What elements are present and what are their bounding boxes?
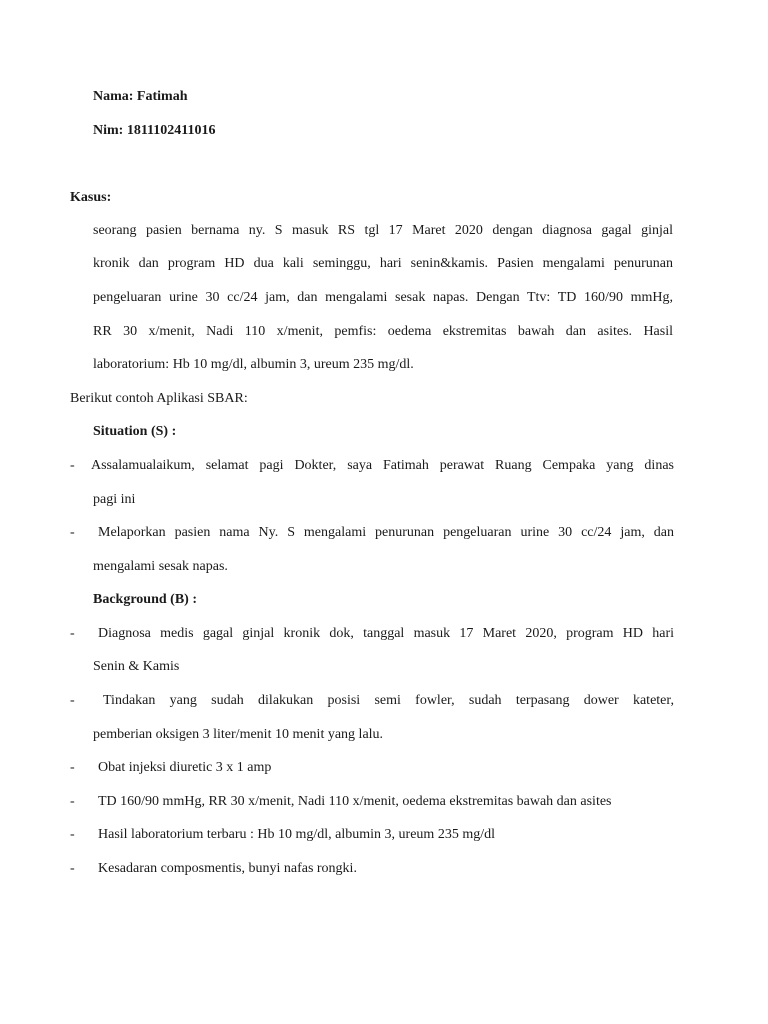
student-nim: Nim: 1811102411016 xyxy=(93,123,216,138)
student-name: Nama: Fatimah xyxy=(93,89,188,104)
background-heading: Background (B) : xyxy=(93,592,197,607)
situation-heading: Situation (S) : xyxy=(93,424,177,439)
list-bullet: - xyxy=(70,794,75,809)
list-bullet: - xyxy=(70,693,75,708)
kasus-line: seorang pasien bernama ny. S masuk RS tgl 17 Maret 2020 dengan diagnosa gagal ginjal xyxy=(93,223,673,238)
background-item-line: pemberian oksigen 3 liter/menit 10 menit yang lalu. xyxy=(93,727,384,742)
situation-item-line: Assalamualaikum, selamat pagi Dokter, saya Fatimah perawat Ruang Cempaka yang dinas xyxy=(91,458,674,473)
list-bullet: - xyxy=(70,760,75,775)
list-bullet: - xyxy=(70,626,75,641)
list-bullet: - xyxy=(70,861,75,876)
kasus-heading: Kasus: xyxy=(70,190,112,205)
background-item-line: Senin & Kamis xyxy=(93,659,180,674)
sbar-intro: Berikut contoh Aplikasi SBAR: xyxy=(70,391,248,406)
background-item-line: Obat injeksi diuretic 3 x 1 amp xyxy=(98,760,272,775)
background-item-line: Tindakan yang sudah dilakukan posisi semi fowler, sudah terpasang dower kateter, xyxy=(103,693,674,708)
situation-item-line: mengalami sesak napas. xyxy=(93,559,228,574)
kasus-line: RR 30 x/menit, Nadi 110 x/menit, pemfis: oedema ekstremitas bawah dan asites. Hasil xyxy=(93,324,673,339)
list-bullet: - xyxy=(70,458,75,473)
kasus-line: kronik dan program HD dua kali seminggu, hari senin&kamis. Pasien mengalami penurunan xyxy=(93,256,673,271)
background-item-line: Diagnosa medis gagal ginjal kronik dok, tanggal masuk 17 Maret 2020, program HD hari xyxy=(98,626,674,641)
situation-item-line: pagi ini xyxy=(93,492,136,507)
list-bullet: - xyxy=(70,827,75,842)
list-bullet: - xyxy=(70,525,75,540)
background-item-line: Kesadaran composmentis, bunyi nafas rongki. xyxy=(98,861,357,876)
background-item-line: Hasil laboratorium terbaru : Hb 10 mg/dl, albumin 3, ureum 235 mg/dl xyxy=(98,827,495,842)
background-item-line: TD 160/90 mmHg, RR 30 x/menit, Nadi 110 x/menit, oedema ekstremitas bawah dan asites xyxy=(98,794,612,809)
kasus-line: pengeluaran urine 30 cc/24 jam, dan mengalami sesak napas. Dengan Ttv: TD 160/90 mmHg, xyxy=(93,290,673,305)
situation-item-line: Melaporkan pasien nama Ny. S mengalami penurunan pengeluaran urine 30 cc/24 jam, dan xyxy=(98,525,674,540)
kasus-line: laboratorium: Hb 10 mg/dl, albumin 3, ureum 235 mg/dl. xyxy=(93,357,414,372)
